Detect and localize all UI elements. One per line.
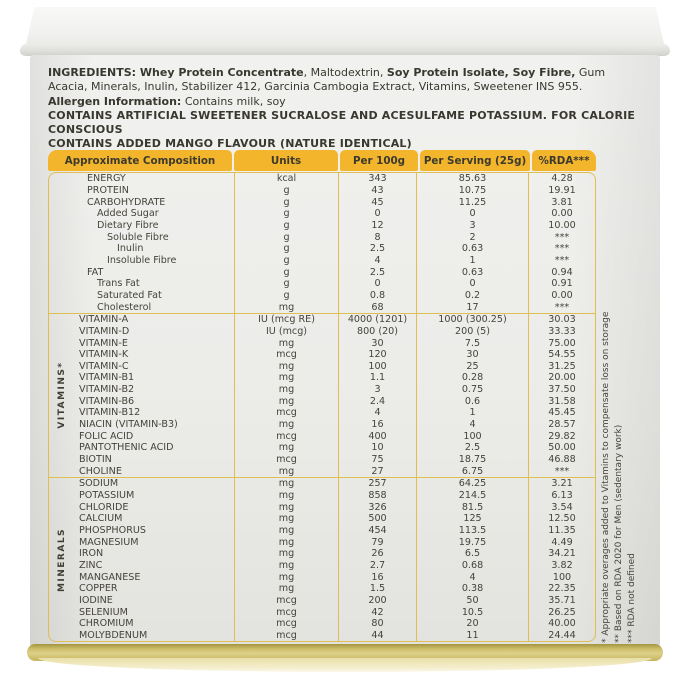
value-per-serving: 0	[417, 278, 529, 290]
allergen-value: Contains milk, soy	[184, 94, 286, 108]
nutrient-units: mcg	[235, 595, 339, 607]
value-per-serving: 7.5	[417, 337, 529, 349]
nutrient-units: mcg	[235, 606, 339, 618]
value-rda: ***	[554, 231, 570, 243]
nutrient-units: mg	[235, 361, 339, 373]
value-rda: 30.03	[548, 314, 576, 326]
nutrient-row	[49, 361, 595, 373]
nutrient-name: CHOLINE	[49, 465, 235, 477]
nutrient-name: BIOTIN	[49, 454, 235, 466]
ingredient-segment: , Maltodextrin,	[303, 66, 387, 79]
value-per-serving: 10.75	[417, 185, 529, 197]
ingredient-segment: Soy Protein Isolate, Soy Fibre,	[386, 66, 576, 79]
nutrient-name: Saturated Fat	[49, 290, 235, 302]
nutrient-row	[49, 419, 595, 431]
value-per-serving: 0.28	[417, 372, 529, 384]
nutrient-name: PANTOTHENIC ACID	[49, 442, 235, 454]
value-per-serving: 2	[417, 231, 529, 243]
nutrient-row	[49, 465, 595, 477]
value-rda: 4.28	[551, 173, 573, 185]
value-rda: 29.82	[548, 430, 576, 442]
table-section	[49, 313, 595, 477]
value-rda: 3.54	[551, 501, 573, 513]
value-per-100g: 200	[339, 595, 417, 607]
value-per-serving: 85.63	[417, 173, 529, 185]
nutrient-name: VITAMIN-K	[49, 349, 235, 361]
nutrient-units: g	[235, 196, 339, 208]
nutrient-name: ENERGY	[49, 173, 235, 185]
nutrient-row	[49, 442, 595, 454]
nutrient-row	[49, 337, 595, 349]
value-per-serving: 11.25	[417, 196, 529, 208]
value-per-serving: 0.38	[417, 583, 529, 595]
nutrient-name: Soluble Fibre	[49, 231, 235, 243]
value-rda: 26.25	[548, 606, 576, 618]
nutrient-units: mg	[235, 442, 339, 454]
nutrient-units: g	[235, 231, 339, 243]
nutrient-name: Cholesterol	[49, 301, 235, 313]
nutrient-units: mcg	[235, 630, 339, 642]
value-per-100g: 4	[339, 255, 417, 267]
nutrient-name: FOLIC ACID	[49, 430, 235, 442]
nutrient-row	[49, 548, 595, 560]
value-rda: 50.00	[548, 442, 576, 454]
value-per-serving: 3	[417, 220, 529, 232]
nutrient-name: VITAMIN-B12	[49, 407, 235, 419]
nutrient-row	[49, 290, 595, 302]
value-per-100g: 44	[339, 630, 417, 642]
nutrient-row	[49, 220, 595, 232]
value-per-serving: 1	[417, 255, 529, 267]
nutrient-row	[49, 513, 595, 525]
nutrient-row	[49, 266, 595, 278]
section-label: VITAMINS*	[57, 361, 67, 430]
nutrient-row	[49, 243, 595, 255]
value-rda: 10.00	[548, 219, 576, 231]
nutrient-name: CHLORIDE	[49, 501, 235, 513]
nutrient-name: VITAMIN-B2	[49, 384, 235, 396]
nutrient-units: g	[235, 290, 339, 302]
label-text-block	[48, 66, 642, 152]
nutrient-row	[49, 301, 595, 313]
value-rda: 4.49	[551, 536, 573, 548]
nutrient-row	[49, 278, 595, 290]
value-per-serving: 0.63	[417, 243, 529, 255]
nutrient-name: COPPER	[49, 583, 235, 595]
nutrient-units: mg	[235, 478, 339, 490]
nutrient-row	[49, 454, 595, 466]
nutrient-units: mg	[235, 372, 339, 384]
nutrient-units: g	[235, 208, 339, 220]
nutrient-name: VITAMIN-B6	[49, 395, 235, 407]
nutrient-units: mg	[235, 571, 339, 583]
value-rda: 33.33	[548, 325, 576, 337]
value-per-serving: 20	[417, 618, 529, 630]
value-rda: 37.50	[548, 384, 576, 396]
value-rda: 20.00	[548, 372, 576, 384]
value-rda: ***	[554, 254, 570, 266]
nutrient-name: VITAMIN-E	[49, 337, 235, 349]
nutrient-row	[49, 196, 595, 208]
nutrient-name: Added Sugar	[49, 208, 235, 220]
nutrient-units: mg	[235, 583, 339, 595]
value-per-serving: 10.5	[417, 606, 529, 618]
value-rda: ***	[554, 465, 570, 477]
nutrient-units: mg	[235, 419, 339, 431]
value-rda: 0.00	[551, 289, 573, 301]
section-label: MINERALS	[57, 527, 67, 592]
value-rda: 28.57	[548, 419, 576, 431]
value-per-100g: 500	[339, 513, 417, 525]
value-per-100g: 8	[339, 231, 417, 243]
nutrient-units: mg	[235, 548, 339, 560]
value-per-serving: 125	[417, 513, 529, 525]
nutrient-row	[49, 478, 595, 490]
value-rda: 12.50	[548, 513, 576, 525]
nutrient-name: MANGANESE	[49, 571, 235, 583]
nutrient-name: Dietary Fibre	[49, 220, 235, 232]
nutrient-name: CHROMIUM	[49, 618, 235, 630]
column-header: Approximate Composition	[48, 150, 232, 171]
allergen-info	[48, 95, 642, 109]
nutrient-row	[49, 314, 595, 326]
nutrient-units: kcal	[235, 173, 339, 185]
value-per-100g: 326	[339, 501, 417, 513]
nutrient-units: mcg	[235, 407, 339, 419]
allergen-label: Allergen Information:	[48, 94, 182, 108]
nutrient-name: Insoluble Fibre	[49, 255, 235, 267]
footnote: * Appropriate overages added to Vitamins to compensate loss on storage	[601, 311, 611, 643]
nutrient-name: PROTEIN	[49, 185, 235, 197]
nutrient-row	[49, 525, 595, 537]
table-body	[48, 172, 596, 642]
value-per-100g: 400	[339, 430, 417, 442]
nutrient-units: IU (mcg)	[235, 326, 339, 338]
value-per-100g: 79	[339, 536, 417, 548]
nutrient-units: mg	[235, 525, 339, 537]
value-per-100g: 26	[339, 548, 417, 560]
value-per-100g: 2.4	[339, 395, 417, 407]
value-rda: 3.82	[551, 559, 573, 571]
value-rda: 3.21	[551, 478, 573, 490]
value-rda: 11.35	[548, 525, 576, 537]
column-header: %RDA***	[532, 150, 596, 171]
nutrient-row	[49, 395, 595, 407]
nutrient-units: IU (mcg RE)	[235, 314, 339, 326]
nutrient-name: SELENIUM	[49, 606, 235, 618]
nutrient-name: IODINE	[49, 595, 235, 607]
nutrient-row	[49, 255, 595, 267]
nutrient-row	[49, 185, 595, 197]
value-per-serving: 0	[417, 208, 529, 220]
value-per-100g: 343	[339, 173, 417, 185]
value-per-serving: 30	[417, 349, 529, 361]
nutrient-units: g	[235, 255, 339, 267]
value-rda: 3.81	[551, 196, 573, 208]
value-per-100g: 800 (20)	[339, 326, 417, 338]
nutrient-units: g	[235, 185, 339, 197]
value-per-serving: 113.5	[417, 525, 529, 537]
value-rda: 45.45	[548, 407, 576, 419]
value-per-serving: 11	[417, 630, 529, 642]
nutrient-units: mg	[235, 337, 339, 349]
nutrient-name: VITAMIN-D	[49, 326, 235, 338]
value-per-100g: 68	[339, 301, 417, 313]
value-per-serving: 4	[417, 571, 529, 583]
value-per-serving: 4	[417, 419, 529, 431]
nutrient-row	[49, 372, 595, 384]
table-section	[49, 477, 595, 641]
nutrient-name: VITAMIN-B1	[49, 372, 235, 384]
value-per-100g: 16	[339, 419, 417, 431]
value-per-100g: 30	[339, 337, 417, 349]
nutrient-units: mg	[235, 560, 339, 572]
value-per-100g: 4	[339, 407, 417, 419]
nutrition-table	[48, 150, 596, 642]
value-per-100g: 2.5	[339, 266, 417, 278]
value-per-100g: 3	[339, 384, 417, 396]
value-rda: 54.55	[548, 349, 576, 361]
nutrient-name: Trans Fat	[49, 278, 235, 290]
value-per-serving: 200 (5)	[417, 326, 529, 338]
value-rda: 31.58	[548, 395, 576, 407]
nutrient-row	[49, 501, 595, 513]
nutrient-row	[49, 430, 595, 442]
value-per-serving: 81.5	[417, 501, 529, 513]
ingredients-text	[48, 66, 642, 95]
nutrient-row	[49, 606, 595, 618]
nutrient-row	[49, 384, 595, 396]
nutrient-units: mg	[235, 513, 339, 525]
value-per-100g: 2.7	[339, 560, 417, 572]
value-per-100g: 454	[339, 525, 417, 537]
nutrient-name: PHOSPHORUS	[49, 525, 235, 537]
nutrient-row	[49, 536, 595, 548]
value-per-100g: 2.5	[339, 243, 417, 255]
ingredient-segment: INGREDIENTS: Whey Protein Concentrate	[48, 66, 304, 79]
nutrient-name: NIACIN (VITAMIN-B3)	[49, 419, 235, 431]
column-header: Per 100g	[340, 150, 418, 171]
value-rda: 100	[552, 571, 572, 583]
value-per-serving: 50	[417, 595, 529, 607]
claim-sweetener: CONTAINS ARTIFICIAL SWEETENER SUCRALOSE AND ACESULFAME POTASSIUM. FOR CALORIE CONSCIOUS	[48, 108, 636, 137]
nutrient-units: mg	[235, 501, 339, 513]
nutrient-row	[49, 630, 595, 642]
nutrient-row	[49, 618, 595, 630]
nutrient-row	[49, 173, 595, 185]
value-rda: 6.13	[551, 490, 573, 502]
nutrient-name: MAGNESIUM	[49, 536, 235, 548]
value-per-serving: 18.75	[417, 454, 529, 466]
value-rda: 22.35	[548, 583, 576, 595]
value-rda: 31.25	[548, 360, 576, 372]
value-per-100g: 4000 (1201)	[339, 314, 417, 326]
value-rda: 40.00	[548, 618, 576, 630]
nutrient-units: mcg	[235, 430, 339, 442]
nutrient-row	[49, 326, 595, 338]
nutrient-name: POTASSIUM	[49, 490, 235, 502]
can-base-rim-lower	[38, 658, 652, 672]
nutrient-row	[49, 407, 595, 419]
column-header: Per Serving (25g)	[420, 150, 530, 171]
nutrient-units: mg	[235, 384, 339, 396]
nutrient-name: ZINC	[49, 560, 235, 572]
value-per-100g: 42	[339, 606, 417, 618]
nutrient-units: mcg	[235, 454, 339, 466]
value-rda: 0.91	[551, 278, 573, 290]
nutrient-units: mcg	[235, 349, 339, 361]
value-per-100g: 43	[339, 185, 417, 197]
claim-flavour: CONTAINS ADDED MANGO FLAVOUR (NATURE IDENTICAL)	[48, 137, 412, 151]
nutrient-row	[49, 571, 595, 583]
footnote: *** RDA not defined	[626, 553, 637, 643]
value-per-serving: 0.2	[417, 290, 529, 302]
value-rda: 35.71	[548, 594, 576, 606]
value-per-100g: 120	[339, 349, 417, 361]
value-per-serving: 100	[417, 430, 529, 442]
table-header-row	[48, 150, 596, 171]
nutrient-units: mcg	[235, 618, 339, 630]
value-per-100g: 80	[339, 618, 417, 630]
value-per-100g: 0	[339, 208, 417, 220]
value-per-100g: 0.8	[339, 290, 417, 302]
value-per-serving: 214.5	[417, 490, 529, 502]
value-per-100g: 257	[339, 478, 417, 490]
value-per-100g: 27	[339, 465, 417, 477]
nutrient-row	[49, 231, 595, 243]
value-per-100g: 10	[339, 442, 417, 454]
nutrient-units: mg	[235, 536, 339, 548]
ingredient-segment: Gum Acacia, Minerals, Inulin, Stabilizer 412, Garcinia Cambogia Extract, Vitamins, Sweetener INS 955.	[48, 66, 606, 94]
value-rda: 75.00	[548, 337, 576, 349]
nutrient-name: CARBOHYDRATE	[49, 196, 235, 208]
value-per-100g: 0	[339, 278, 417, 290]
value-per-serving: 64.25	[417, 478, 529, 490]
value-per-serving: 2.5	[417, 442, 529, 454]
value-per-serving: 25	[417, 361, 529, 373]
nutrient-name: SODIUM	[49, 478, 235, 490]
value-per-100g: 12	[339, 220, 417, 232]
value-per-100g: 16	[339, 571, 417, 583]
nutrient-units: mg	[235, 490, 339, 502]
value-rda: 46.88	[548, 454, 576, 466]
value-per-serving: 0.63	[417, 266, 529, 278]
value-per-100g: 45	[339, 196, 417, 208]
nutrient-units: mg	[235, 395, 339, 407]
value-per-serving: 1000 (300.25)	[417, 314, 529, 326]
nutrient-row	[49, 595, 595, 607]
nutrient-name: FAT	[49, 266, 235, 278]
nutrient-name: VITAMIN-A	[49, 314, 235, 326]
nutrient-row	[49, 583, 595, 595]
can-body	[30, 55, 660, 657]
nutrient-units: mg	[235, 465, 339, 477]
nutrient-row	[49, 208, 595, 220]
value-per-100g: 858	[339, 490, 417, 502]
nutrient-name: VITAMIN-C	[49, 361, 235, 373]
value-rda: 34.21	[548, 548, 576, 560]
nutrient-name: CALCIUM	[49, 513, 235, 525]
value-rda: 0.00	[551, 208, 573, 220]
nutrient-row	[49, 560, 595, 572]
value-per-serving: 0.68	[417, 560, 529, 572]
table-footnotes	[600, 303, 640, 643]
nutrient-name: Inulin	[49, 243, 235, 255]
value-per-serving: 6.75	[417, 465, 529, 477]
table-section	[49, 173, 595, 313]
nutrient-name: IRON	[49, 548, 235, 560]
value-per-100g: 1.5	[339, 583, 417, 595]
value-per-100g: 75	[339, 454, 417, 466]
value-per-serving: 17	[417, 301, 529, 313]
value-rda: 19.91	[548, 184, 576, 196]
footnote: ** Based on RDA 2020 for Men (sedentary work)	[613, 424, 624, 643]
value-per-100g: 1.1	[339, 372, 417, 384]
value-rda: ***	[554, 243, 570, 255]
value-rda: 0.94	[551, 266, 573, 278]
nutrient-row	[49, 349, 595, 361]
nutrient-row	[49, 490, 595, 502]
value-per-serving: 0.6	[417, 395, 529, 407]
value-per-100g: 100	[339, 361, 417, 373]
nutrient-units: mg	[235, 301, 339, 313]
nutrient-name: MOLYBDENUM	[49, 630, 235, 642]
nutrient-units: g	[235, 220, 339, 232]
value-rda: ***	[554, 301, 570, 313]
value-per-serving: 0.75	[417, 384, 529, 396]
column-header: Units	[234, 150, 338, 171]
value-per-serving: 6.5	[417, 548, 529, 560]
nutrient-units: g	[235, 278, 339, 290]
nutrient-units: g	[235, 266, 339, 278]
nutrient-units: g	[235, 243, 339, 255]
value-per-serving: 19.75	[417, 536, 529, 548]
value-per-serving: 1	[417, 407, 529, 419]
value-rda: 24.44	[548, 629, 576, 641]
